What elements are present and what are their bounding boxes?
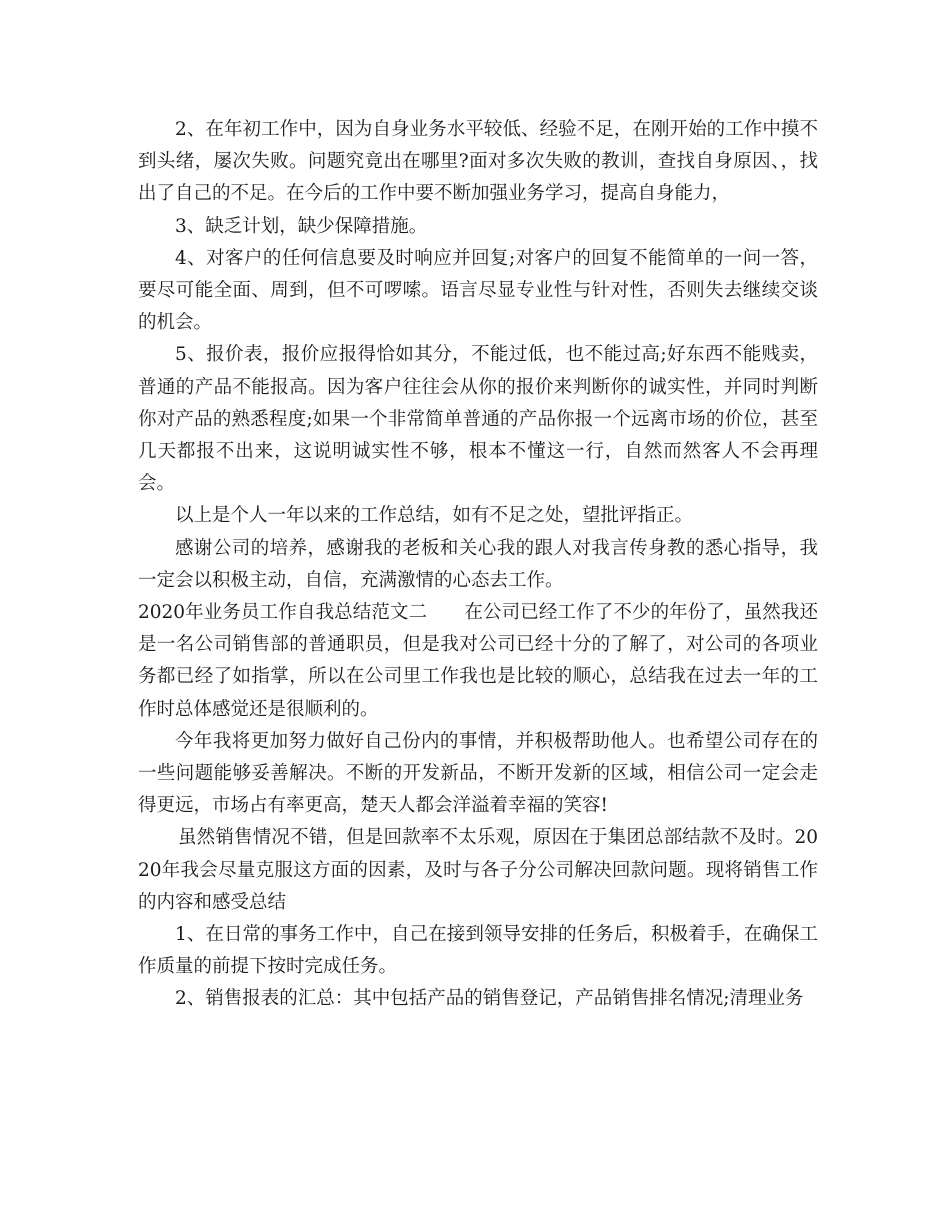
paragraph-9: 虽然销售情况不错，但是回款率不太乐观，原因在于集团总部结款不及时。2020年我会尽量克服这方面的因素，及时与各子分公司解决回款问题。现将销售工作的内容和感受总结 xyxy=(138,827,818,913)
paragraph-3: 4、对客户的任何信息要及时响应并回复;对客户的回复不能简单的一问一答，要尽可能全面、周到，但不可啰嗦。语言尽显专业性与针对性，否则失去继续交谈的机会。 xyxy=(138,247,818,334)
paragraph-4: 5、报价表，报价应报得恰如其分，不能过低，也不能过高;好东西不能贱卖，普通的产品不能报高。因为客户往往会从你的报价来判断你的诚实性，并同时判断你对产品的熟悉程度;如果一个非常简单普通的产品你报一个远离市场的价位，甚至几天都报不出来，这说明诚实性不够，根本不懂这一行，自然而然客人不会再理会。 xyxy=(138,344,818,495)
paragraph-8: 今年我将更加努力做好自己份内的事情，并积极帮助他人。也希望公司存在的一些问题能够妥善解决。不断的开发新品，不断开发新的区域，相信公司一定会走得更远，市场占有率更高，楚天人都会洋溢着幸福的笑容! xyxy=(138,730,818,817)
paragraph-6: 感谢公司的培养，感谢我的老板和关心我的跟人对我言传身教的悉心指导，我一定会以积极主动，自信，充满激情的心态去工作。 xyxy=(138,537,818,591)
section-heading-paragraph: 2020年业务员工作自我总结范文二 在公司已经工作了不少的年份了，虽然我还是一名公司销售部的普通职员，但是我对公司已经十分的了解了，对公司的各项业务都已经了如指掌，所以在公司里工作我也是比较的顺心，总结我在过去一年的工作时总体感觉还是很顺利的。 xyxy=(138,602,818,720)
paragraph-2: 3、缺乏计划，缺少保障措施。 xyxy=(175,215,428,237)
paragraph-11: 2、销售报表的汇总：其中包括产品的销售登记，产品销售排名情况;清理业务 xyxy=(175,988,804,1010)
paragraph-5: 以上是个人一年以来的工作总结，如有不足之处，望批评指正。 xyxy=(175,505,694,527)
paragraph-1: 2、在年初工作中，因为自身业务水平较低、经验不足，在刚开始的工作中摸不到头绪，屡次失败。问题究竟出在哪里?面对多次失败的教训，查找自身原因、，找出了自己的不足。在今后的工作中要不断加强业务学习，提高自身能力， xyxy=(138,119,818,205)
document-body xyxy=(138,114,818,1016)
paragraph-10: 1、在日常的事务工作中，自己在接到领导安排的任务后，积极着手，在确保工作质量的前提下按时完成任务。 xyxy=(138,924,818,978)
